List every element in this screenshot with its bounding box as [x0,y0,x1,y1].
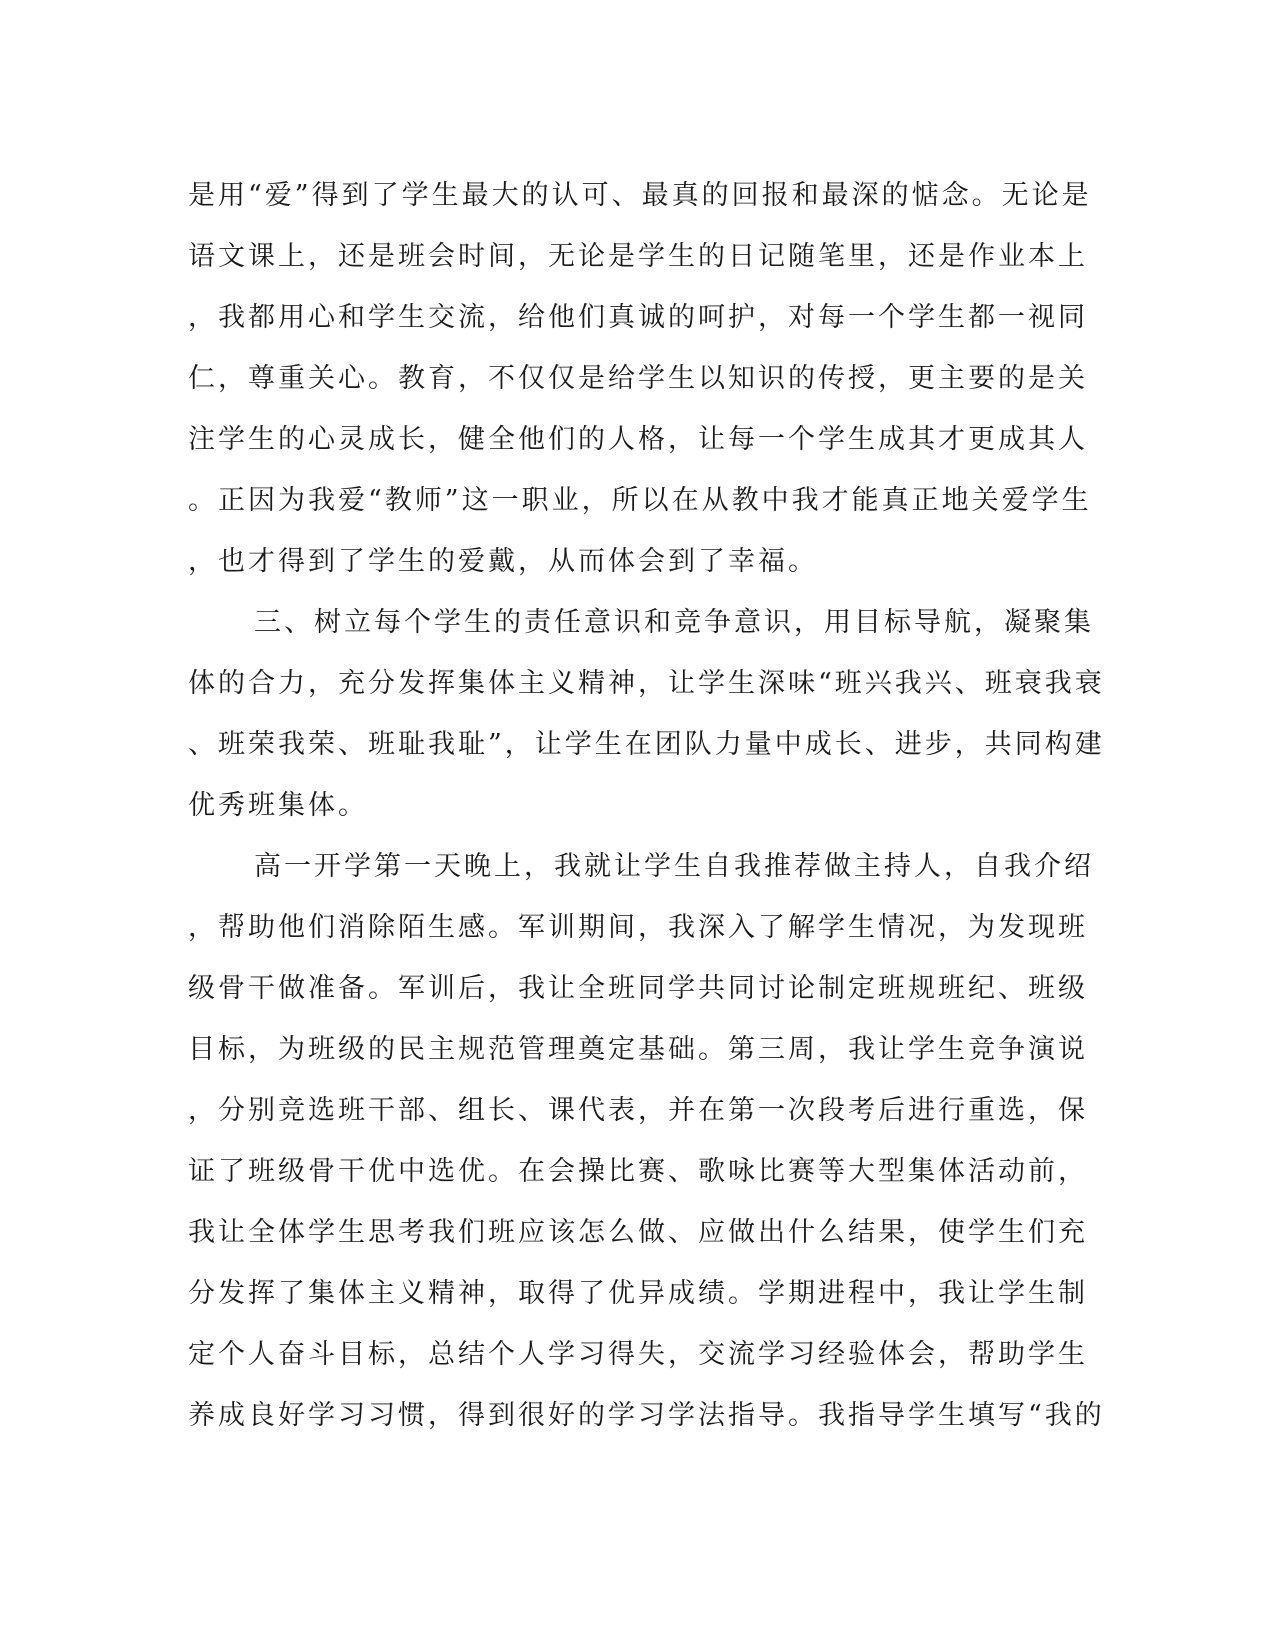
text-line: 体的合力，充分发挥集体主义精神，让学生深味“班兴我兴、班衰我衰 [188,668,1105,699]
text-line: 。正因为我爱“教师”这一职业，所以在从教中我才能真正地关爱学生 [188,485,1092,516]
text-line: ，也才得到了学生的爱戴，从而体会到了幸福。 [188,546,818,577]
document-body [188,165,1105,1446]
text-line: 分发挥了集体主义精神，取得了优异成绩。学期进程中，我让学生制 [188,1278,1088,1309]
text-line: 证了班级骨干优中选优。在会操比赛、歌咏比赛等大型集体活动前， [188,1156,1088,1187]
text-line: 级骨干做准备。军训后，我让全班同学共同讨论制定班规班纪、班级 [188,973,1088,1004]
text-line: 优秀班集体。 [188,790,368,821]
text-line: 仁，尊重关心。教育，不仅仅是给学生以知识的传授，更主要的是关 [188,363,1088,394]
text-line: 高一开学第一天晚上，我就让学生自我推荐做主持人，自我介绍 [254,851,1094,882]
paragraph-1 [188,165,1092,592]
text-line: 定个人奋斗目标，总结个人学习得失，交流学习经验体会，帮助学生 [188,1339,1088,1370]
text-line: ，帮助他们消除陌生感。军训期间，我深入了解学生情况，为发现班 [188,912,1088,943]
text-line: 注学生的心灵成长，健全他们的人格，让每一个学生成其才更成其人 [188,424,1088,455]
text-line: 目标，为班级的民主规范管理奠定基础。第三周，我让学生竞争演说 [188,1034,1088,1065]
text-line: 语文课上，还是班会时间，无论是学生的日记随笔里，还是作业本上 [188,241,1088,272]
text-line: ，我都用心和学生交流，给他们真诚的呵护，对每一个学生都一视同 [188,302,1088,333]
text-line: 养成良好学习习惯，得到很好的学习学法指导。我指导学生填写“我的 [188,1400,1105,1431]
text-line: ，分别竞选班干部、组长、课代表，并在第一次段考后进行重选，保 [188,1095,1088,1126]
text-line: 、班荣我荣、班耻我耻”，让学生在团队力量中成长、进步，共同构建 [188,729,1105,760]
paragraph-2 [188,592,1105,836]
text-line: 是用“爱”得到了学生最大的认可、最真的回报和最深的惦念。无论是 [188,180,1092,211]
text-line: 三、树立每个学生的责任意识和竞争意识，用目标导航，凝聚集 [254,607,1094,638]
text-line: 我让全体学生思考我们班应该怎么做、应做出什么结果，使学生们充 [188,1217,1088,1248]
paragraph-3 [188,836,1105,1446]
